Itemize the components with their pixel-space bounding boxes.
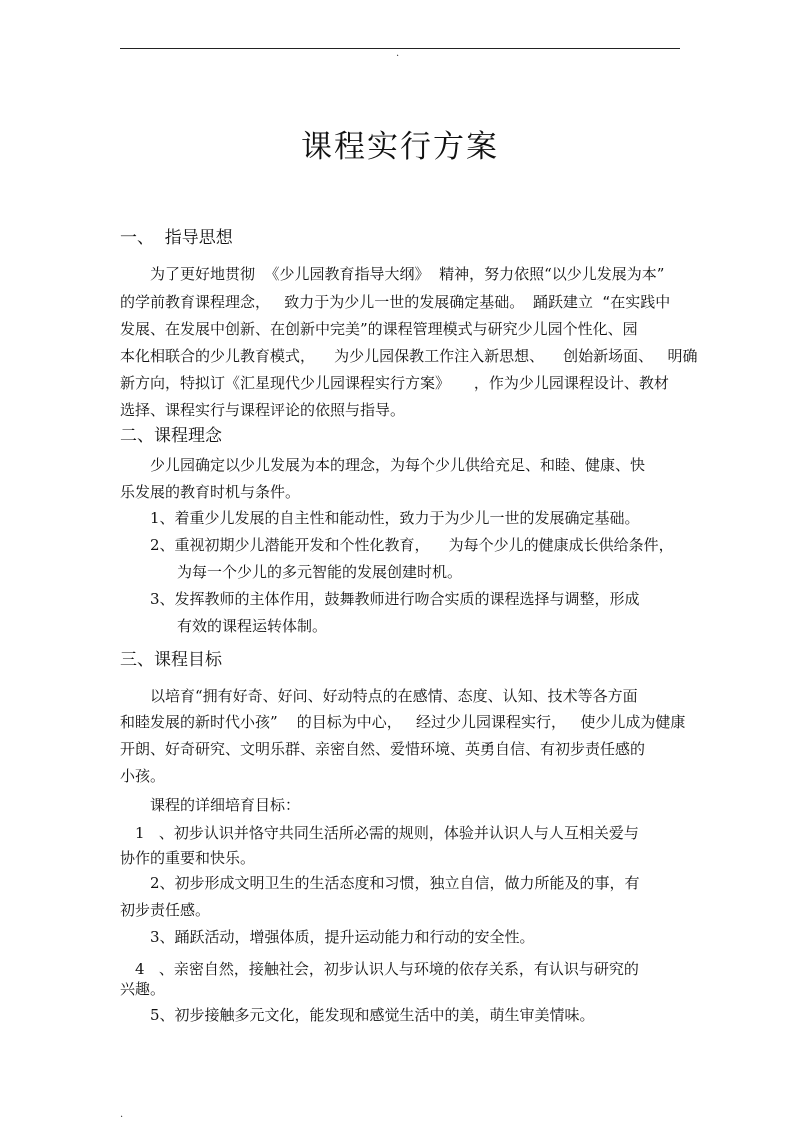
goal-item-continued: 协作的重要和快乐。 <box>120 849 256 867</box>
goal-item-continued: 初步责任感。 <box>120 901 211 919</box>
paragraph-line: 乐发展的教育时机与条件。 <box>120 483 301 501</box>
paragraph-line-sans: 踊跃建立 “在实践中 <box>533 293 671 311</box>
paragraph-line: 选择、课程实行与课程评论的依照与指导。 <box>120 401 406 419</box>
list-item-continued: 为每一个少儿的多元智能的发展创建时机。 <box>177 563 463 581</box>
paragraph-line: 发展、在发展中创新、在创新中完美”的课程管理模式与研究少儿园个性化、园 <box>120 320 638 338</box>
goal-item: 4 、亲密自然，接触社会，初步认识人与环境的依存关系，有认识与研究的 <box>135 960 639 978</box>
list-item: 2、重视初期少儿潜能开发和个性化教育， 为每个少儿的健康成长供给条件， <box>150 536 674 554</box>
paragraph-line: 本化相联合的少儿教育模式， 为少儿园保教工作注入新思想、 创始新场面、 明确 <box>120 347 698 365</box>
paragraph-line: 的学前教育课程理念， 致力于为少儿一世的发展确定基础。 <box>120 293 525 311</box>
goal-item: 2、初步形成文明卫生的生活态度和习惯，独立自信，做力所能及的事，有 <box>150 874 640 892</box>
goal-item: 3、踊跃活动，增强体质，提升运动能力和行动的安全性。 <box>150 928 535 946</box>
paragraph-line: 为了更好地贯彻 《少儿园教育指导大纲》 精神，努力依照“以少儿发展为本” <box>150 265 665 283</box>
header-rule <box>120 48 680 49</box>
paragraph-line: 开朗、好奇研究、文明乐群、亲密自然、爱惜环境、英勇自信、有初步责任感的 <box>120 740 646 758</box>
section-heading-curriculum-concept: 二、课程理念 <box>120 426 222 446</box>
list-item-continued: 有效的课程运转体制。 <box>177 617 328 635</box>
footer-dot: . <box>120 1109 124 1120</box>
list-item: 3、发挥教师的主体作用，鼓舞教师进行吻合实质的课程选择与调整，形成 <box>150 590 640 608</box>
paragraph-line: 和睦发展的新时代小孩” 的目标为中心， 经过少儿园课程实行， 使少儿成为健康 <box>120 713 686 731</box>
header-dot: . <box>396 48 400 59</box>
paragraph-line: 以培育“拥有好奇、好问、好动特点的在感情、态度、认知、技术等各方面 <box>150 687 638 705</box>
document-title: 课程实行方案 <box>301 129 499 165</box>
section-heading-guiding-thought: 一、 指导思想 <box>120 228 233 248</box>
section-heading-curriculum-goals: 三、课程目标 <box>120 650 222 670</box>
paragraph-line: 小孩。 <box>120 767 166 785</box>
goal-item: 1 、初步认识并恪守共同生活所必需的规则，体验并认识人与人互相关爱与 <box>135 824 639 842</box>
goal-item-continued: 兴趣。 <box>120 980 166 998</box>
list-item: 1、着重少儿发展的自主性和能动性，致力于为少儿一世的发展确定基础。 <box>150 509 640 527</box>
goal-item: 5、初步接触多元文化，能发现和感觉生活中的美，萌生审美情味。 <box>150 1006 595 1024</box>
paragraph-line: 新方向，特拟订《汇星现代少儿园课程实行方案》 ，作为少儿园课程设计、教材 <box>120 374 669 392</box>
subheading-detailed-goals: 课程的详细培育目标： <box>150 796 301 814</box>
paragraph-line: 少儿园确定以少儿发展为本的理念，为每个少儿供给充足、和睦、健康、快 <box>150 456 646 474</box>
